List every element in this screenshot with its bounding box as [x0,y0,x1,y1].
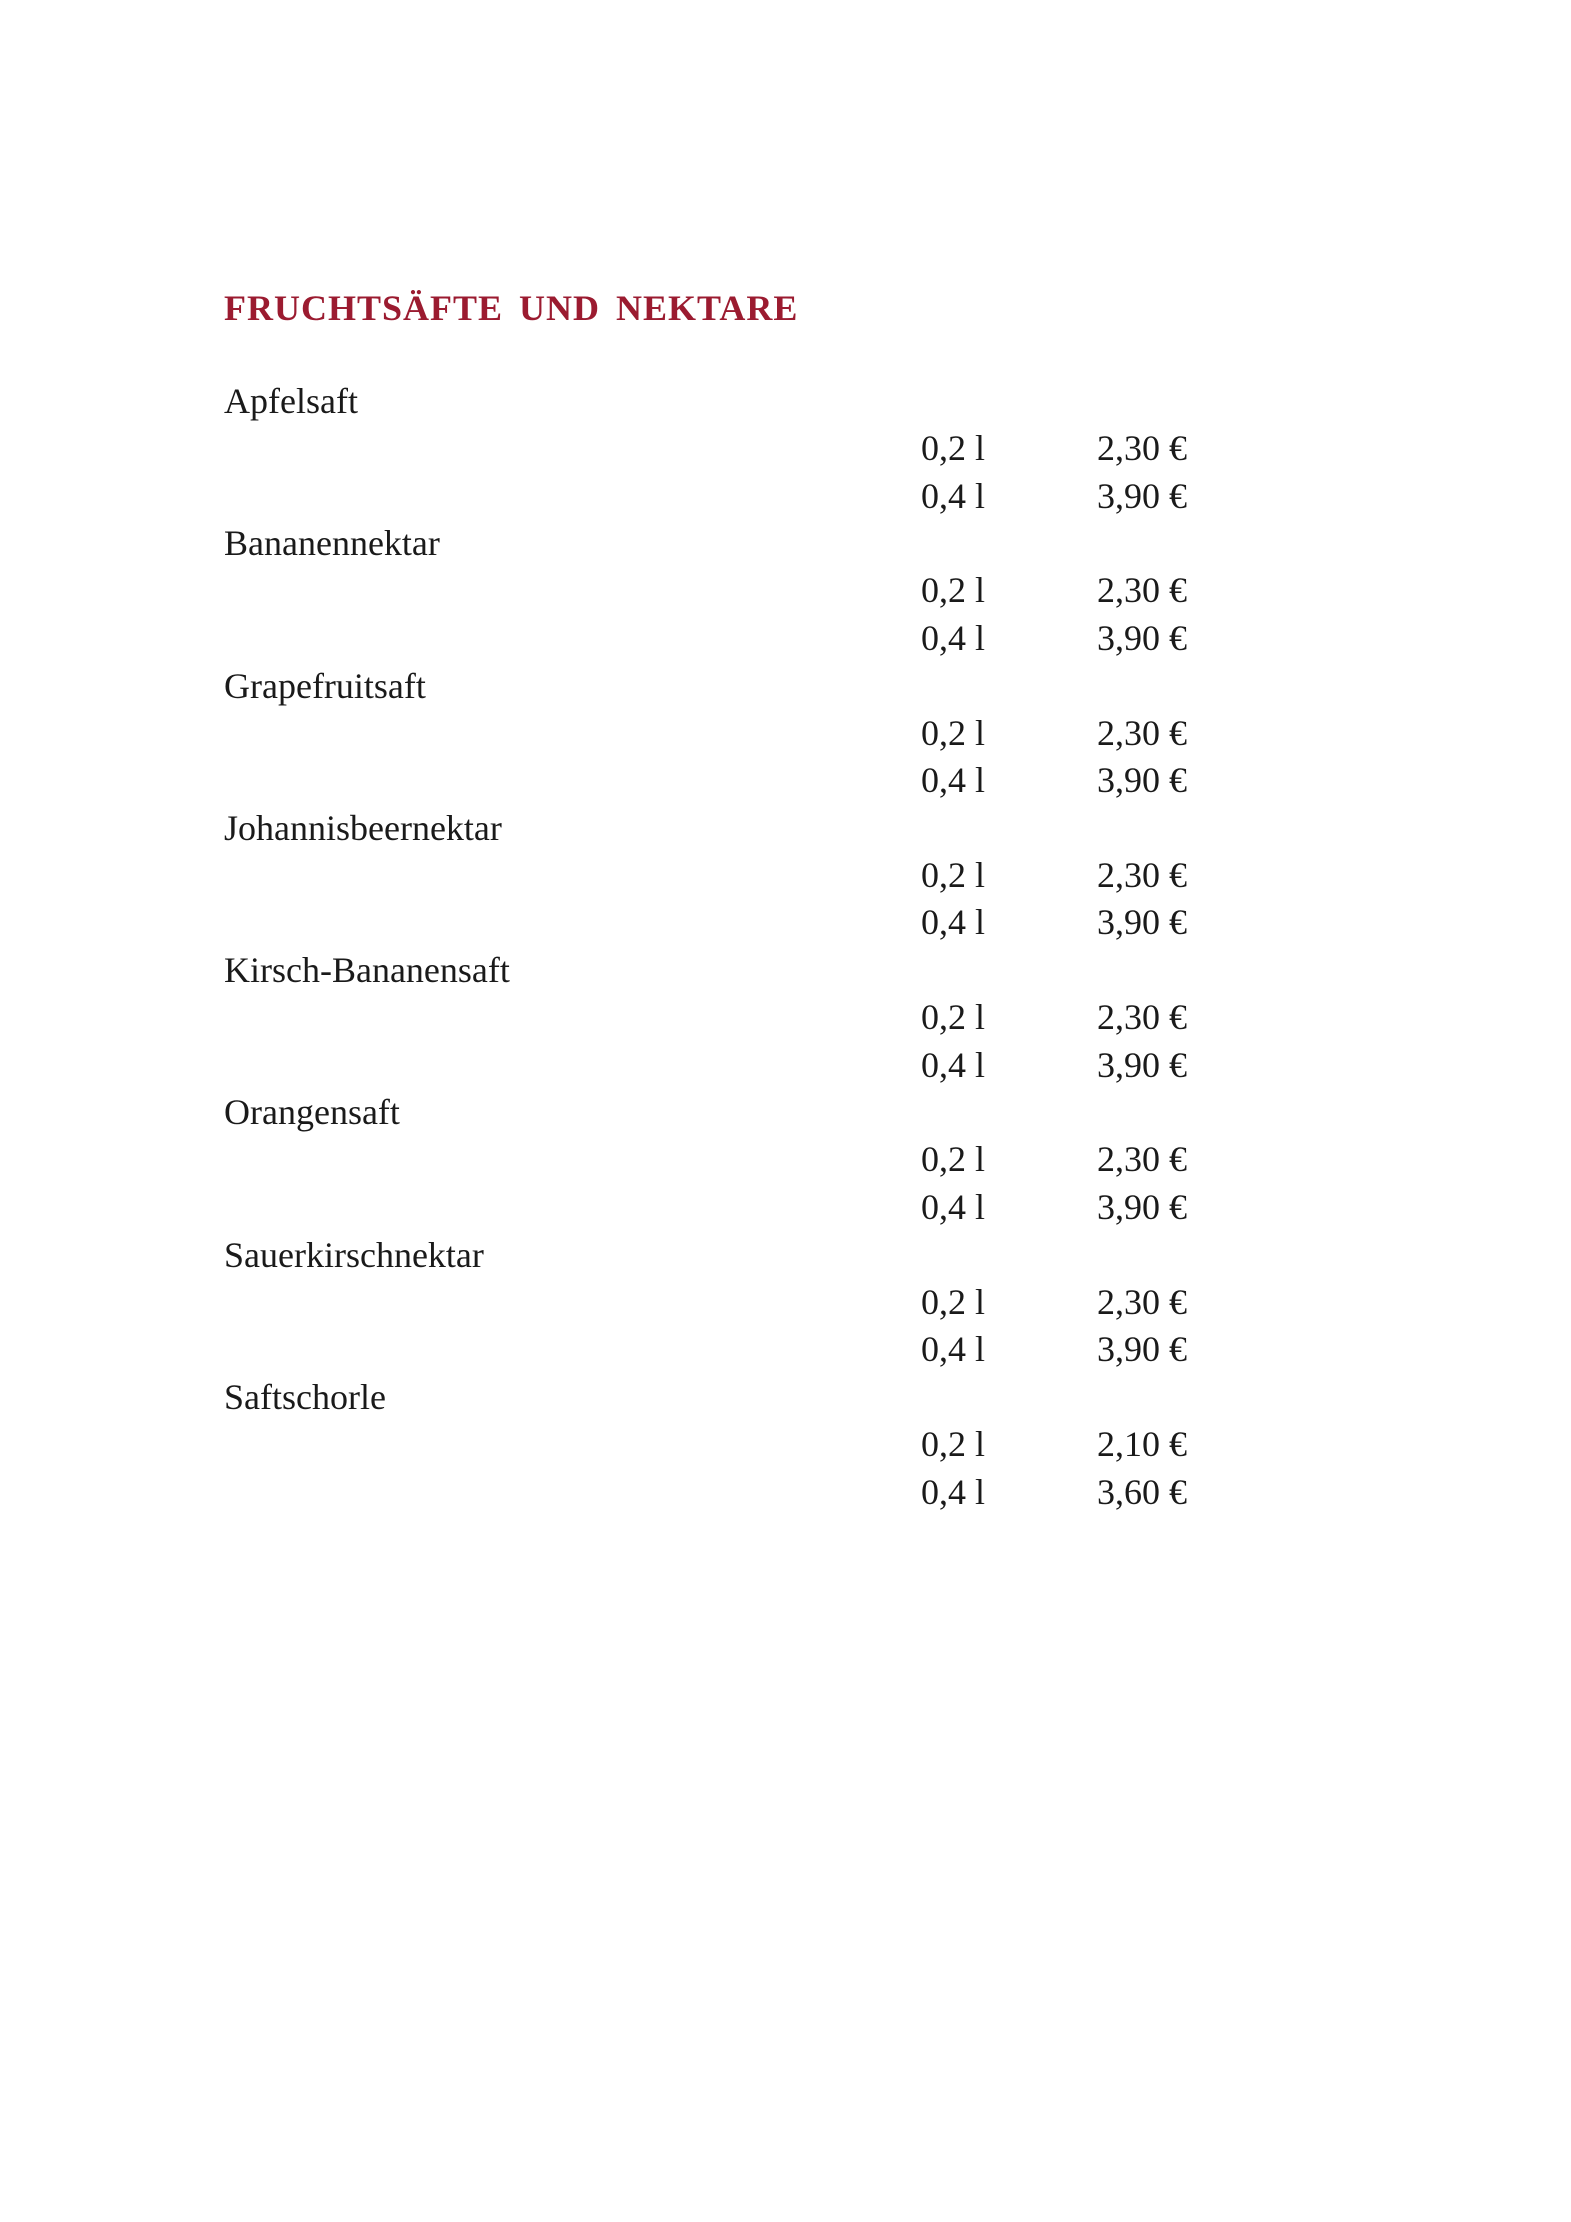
serving-size: 0,4 l [921,475,986,516]
item-name: Grapefruitsaft [224,665,426,706]
price-row [224,899,1324,947]
price-row [224,1184,1324,1232]
price-row [224,852,1324,900]
item-price: 3,90 € [1097,475,1187,516]
item-price: 3,90 € [1097,617,1187,658]
serving-size: 0,2 l [921,570,986,611]
menu-item-grapefruitsaft [224,663,1324,805]
item-name: Bananennektar [224,523,440,564]
serving-size: 0,4 l [921,1471,986,1512]
price-row [224,615,1324,663]
item-price: 3,90 € [1097,902,1187,943]
menu-item-sauerkirschnektar [224,1232,1324,1374]
item-price: 2,10 € [1097,1424,1187,1465]
item-price: 2,30 € [1097,1281,1187,1322]
serving-size: 0,4 l [921,1329,986,1370]
item-price: 2,30 € [1097,854,1187,895]
price-row [224,1326,1324,1374]
section-title: FRUCHTSÄFTE UND NEKTARE [224,288,799,328]
serving-size: 0,4 l [921,902,986,943]
price-row [224,710,1324,758]
menu-item-kirsch-bananensaft [224,947,1324,1089]
serving-size: 0,2 l [921,1424,986,1465]
serving-size: 0,2 l [921,854,986,895]
price-row [224,757,1324,805]
item-price: 2,30 € [1097,570,1187,611]
serving-size: 0,2 l [921,428,986,468]
item-name: Sauerkirschnektar [224,1234,484,1275]
price-row [224,1421,1324,1469]
price-row [224,1469,1324,1517]
menu-item-list [224,378,1324,1516]
price-row [224,567,1324,615]
serving-size: 0,4 l [921,617,986,658]
serving-size: 0,2 l [921,1281,986,1322]
price-row [224,994,1324,1042]
menu-item-bananennektar [224,520,1324,662]
item-price: 3,90 € [1097,1329,1187,1370]
item-price: 2,30 € [1097,428,1187,468]
price-row [224,473,1324,521]
item-price: 2,30 € [1097,1139,1187,1180]
item-price: 2,30 € [1097,712,1187,753]
item-name: Johannisbeernektar [224,807,502,848]
item-price: 2,30 € [1097,997,1187,1038]
serving-size: 0,2 l [921,997,986,1038]
item-price: 3,60 € [1097,1471,1187,1512]
serving-size: 0,2 l [921,1139,986,1180]
item-price: 3,90 € [1097,1187,1187,1228]
price-row [224,1279,1324,1327]
item-price: 3,90 € [1097,760,1187,801]
item-name: Kirsch-Bananensaft [224,950,510,991]
serving-size: 0,2 l [921,712,986,753]
item-name: Apfelsaft [224,381,358,421]
item-name: Saftschorle [224,1377,386,1418]
serving-size: 0,4 l [921,1044,986,1085]
serving-size: 0,4 l [921,760,986,801]
item-name: Orangensaft [224,1092,400,1133]
menu-item-orangensaft [224,1089,1324,1231]
menu-item-apfelsaft [224,378,1324,520]
menu-item-johannisbeernektar [224,805,1324,947]
menu-item-saftschorle [224,1374,1324,1516]
price-row [224,1136,1324,1184]
item-price: 3,90 € [1097,1044,1187,1085]
serving-size: 0,4 l [921,1187,986,1228]
price-row [224,425,1324,473]
menu-page [224,286,1324,1516]
price-row [224,1042,1324,1090]
